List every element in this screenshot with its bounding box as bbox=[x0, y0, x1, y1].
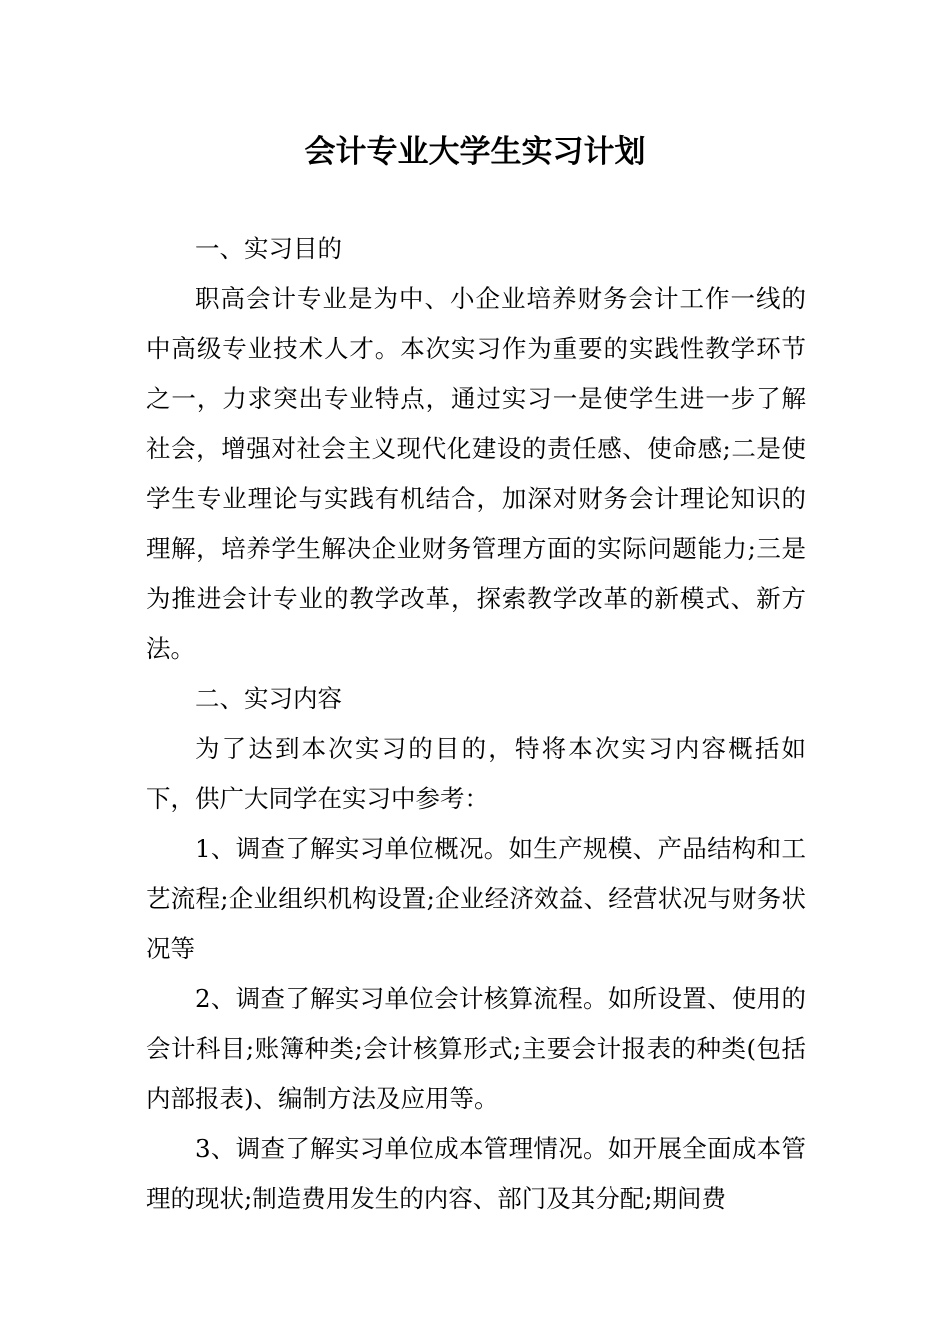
paragraph-item-3: 3、调查了解实习单位成本管理情况。如开展全面成本管理的现状;制造费用发生的内容、部门及其分配;期间费 bbox=[146, 1134, 806, 1213]
paragraph-item-1: 1、调查了解实习单位概况。如生产规模、产品结构和工艺流程;企业组织机构设置;企业经济效益、经营状况与财务状况等 bbox=[146, 834, 806, 963]
document-title: 会计专业大学生实习计划 bbox=[304, 134, 646, 170]
section-heading-purpose: 一、实习目的 bbox=[195, 234, 342, 263]
paragraph-item-2: 2、调查了解实习单位会计核算流程。如所设置、使用的会计科目;账簿种类;会计核算形式;主要会计报表的种类(包括内部报表)、编制方法及应用等。 bbox=[146, 984, 806, 1113]
paragraph-purpose: 职高会计专业是为中、小企业培养财务会计工作一线的中高级专业技术人才。本次实习作为重要的实践性教学环节之一，力求突出专业特点，通过实习一是使学生进一步了解社会，增强对社会主义现代化建设的责任感、使命感;二是使学生专业理论与实践有机结合，加深对财务会计理论知识的理解，培养学生解决企业财务管理方面的实际问题能力;三是为推进会计专业的教学改革，探索教学改革的新模式、新方法。 bbox=[146, 284, 806, 663]
paragraph-intro: 为了达到本次实习的目的，特将本次实习内容概括如下，供广大同学在实习中参考： bbox=[146, 734, 806, 813]
document-body bbox=[146, 224, 806, 1224]
section-heading-content: 二、实习内容 bbox=[195, 684, 342, 713]
